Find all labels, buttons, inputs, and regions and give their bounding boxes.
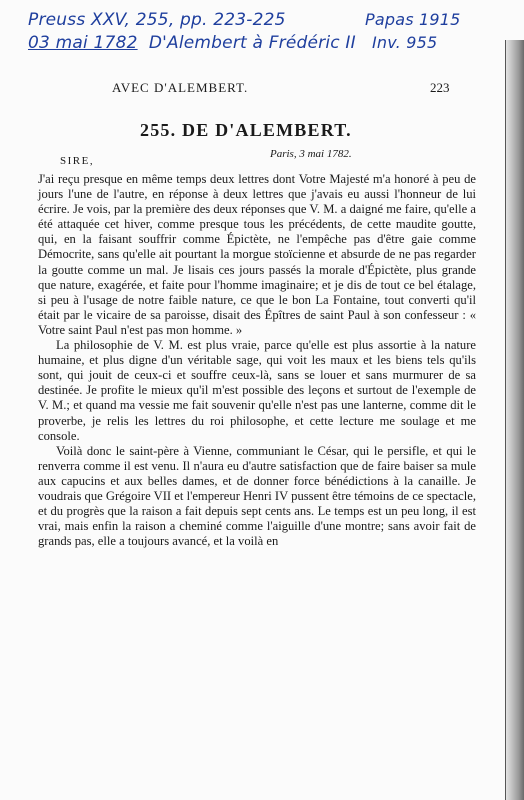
letter-body — [38, 172, 476, 549]
paragraph: La philosophie de V. M. est plus vraie, parce qu'elle est plus assortie à la nature humaine, et plus digne d'un véritable sage, qui voit les maux et les biens tels qu'ils sont, qui jouit de ceux-ci et souffre ceux-là, sans se louer et sans murmurer de sa destinée. Je profite le mieux qu'il m'est possible des leçons et surtout de l'exemple de V. M.; et quand ma vessie me fait souvenir qu'elle n'est pas une lanterne, comme dit le proverbe, je relis les lettres du roi philosophe, et cette lecture me soulage et me console. — [38, 338, 476, 443]
handwritten-date: 03 mai 1782 — [28, 33, 138, 53]
page-number: 223 — [430, 80, 450, 95]
letter-title: 255. DE D'ALEMBERT. — [140, 120, 352, 140]
handwritten-correspondents: D'Alembert à Frédéric II — [148, 33, 356, 53]
handwritten-inventory: Inv. 955 — [372, 33, 438, 52]
handwritten-collection: Papas 1915 — [365, 10, 461, 29]
dateline: Paris, 3 mai 1782. — [270, 148, 352, 160]
running-head: AVEC D'ALEMBERT. — [112, 80, 249, 95]
paragraph: Voilà donc le saint-père à Vienne, communiant le César, qui le persifle, et qui le renverra comme il est venu. Il n'aura eu d'autre satisfaction que de faire baiser sa mule aux capucins et aux belles dames, et de donner force bénédictions à la canaille. Je voudrais que Grégoire VII et l'empereur Henri IV pussent être témoins de ce spectacle, et du progrès que la raison a fait depuis sept cents ans. Le temps est un peu long, il est vrai, mais enfin la raison a cheminé comme l'aiguille d'une montre; sans avoir fait de grands pas, elle a toujours avancé, et la voilà en — [38, 443, 476, 549]
salutation: SIRE, — [60, 155, 95, 167]
page-edge-shadow — [506, 40, 524, 800]
handwritten-reference: Preuss XXV, 255, pp. 223-225 — [28, 10, 286, 30]
paragraph: J'ai reçu presque en même temps deux lettres dont Votre Majesté m'a honoré à peu de jours l'une de l'autre, en réponse à deux lettres que j'avais eu aussi l'honneur de lui écrire. Je vois, par la première des deux réponses que V. M. a daigné me faire, qu'elle a été attaquée cet hiver, comme presque tous les précédents, de cette maudite goutte, qui, en la faisant souffrir comme Épictète, ne l'empêche pas d'être gaie comme Démocrite, sans qu'elle ait pourtant la morgue stoïcienne et absurde de ne pas regarder la goutte comme un mal. Je lisais ces jours passés la morale d'Épictète, plus grande que nature, exagérée, et faite pour l'homme imaginaire; et je dis de tout ce bel étalage, si peu à l'usage de notre faible nature, ce que le bon La Fontaine, tout converti qu'il était par le vicaire de sa paroisse, disait des Épîtres de saint Paul à son confesseur : « Votre saint Paul n'est pas mon homme. » — [38, 172, 476, 337]
page-edge-line — [505, 40, 506, 800]
handwritten-date-correspondents — [28, 33, 356, 53]
